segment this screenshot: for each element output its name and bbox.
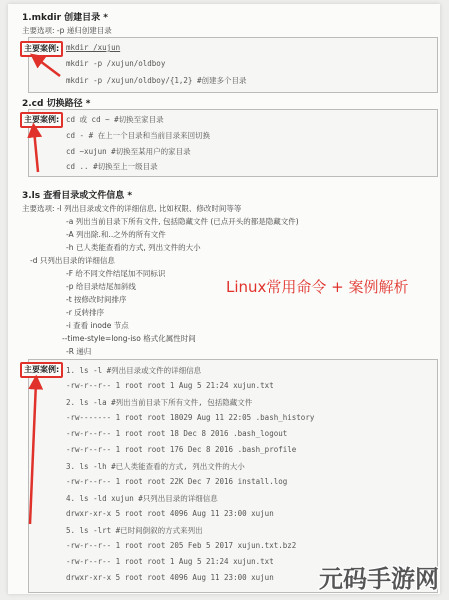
- section1-line-1: mkdir /xujun: [66, 43, 121, 52]
- ls-example-4: 4. ls -ld xujun #只列出目录的详细信息: [66, 494, 218, 503]
- ls-output-2c: -rw-r--r-- 1 root root 176 Dec 8 2016 .bash_profile: [66, 445, 297, 454]
- section3-option-a: -a 列出当前目录下所有文件, 包括隐藏文件 (已点开头的都是隐藏文件): [66, 217, 299, 226]
- section2-line-3: cd ~xujun #切换至某用户的家目录: [66, 147, 191, 156]
- ls-output-5c: drwxr-xr-x 5 root root 4096 Aug 11 23:00 xujun: [66, 573, 274, 582]
- ls-output-5b: -rw-r--r-- 1 root root 1 Aug 5 21:24 xujun.txt: [66, 557, 274, 566]
- section3-option-p: -p 给目录结尾加斜线: [66, 282, 136, 291]
- overlay-title: Linux常用命令 + 案例解析: [226, 278, 409, 296]
- ls-output-1: -rw-r--r-- 1 root root 1 Aug 5 21:24 xujun.txt: [66, 381, 274, 390]
- section3-option-r: -r 反转排序: [66, 308, 105, 317]
- watermark-logo: 元码手游网: [319, 565, 439, 593]
- annotation-arrows: [8, 4, 440, 594]
- section2-badge: 主要案例:: [20, 112, 63, 128]
- section1-heading: 1.mkdir 创建目录 *: [22, 13, 108, 23]
- ls-example-2: 2. ls -la #列出当前目录下所有文件, 包括隐藏文件: [66, 398, 253, 407]
- ls-output-2a: -rw------- 1 root root 18029 Aug 11 22:05 .bash_history: [66, 413, 315, 422]
- section3-option-t: -t 按修改时间排序: [66, 295, 127, 304]
- section1-line-2: mkdir -p /xujun/oldboy: [66, 59, 166, 68]
- section3-option-F: -F 给不同文件结尾加不同标识: [66, 269, 166, 278]
- section3-option-A: -A 列出除.和..之外的所有文件: [66, 230, 166, 239]
- section2-line-1: cd 或 cd ~ #切换至家目录: [66, 115, 164, 124]
- section3-option-l: 主要选项: -l 列出目录或文件的详细信息, 比如权限、修改时间等等: [22, 204, 242, 213]
- section1-options: 主要选项: -p 递归创建目录: [22, 26, 112, 35]
- section3-option-R: -R 递归: [66, 347, 92, 356]
- arrow-2: [34, 130, 38, 172]
- section3-heading: 3.ls 查看目录或文件信息 *: [22, 191, 133, 201]
- ls-output-3: -rw-r--r-- 1 root root 22K Dec 7 2016 install.log: [66, 477, 288, 486]
- section1-badge: 主要案例:: [20, 41, 63, 57]
- section3-option-h: -h 已人类能查看的方式, 列出文件的大小: [66, 243, 201, 252]
- section1-line-3: mkdir -p /xujun/oldboy/{1,2} #创建多个目录: [66, 76, 247, 85]
- ls-output-5a: -rw-r--r-- 1 root root 205 Feb 5 2017 xujun.txt.bz2: [66, 541, 297, 550]
- ls-output-4: drwxr-xr-x 5 root root 4096 Aug 11 23:00 xujun: [66, 509, 274, 518]
- ls-example-1: 1. ls -l #列出目录或文件的详细信息: [66, 366, 202, 375]
- ls-example-3: 3. ls -lh #已人类能查看的方式, 列出文件的大小: [66, 462, 245, 471]
- section3-badge: 主要案例:: [20, 362, 63, 378]
- section3-option-d: -d 只列出目录的详细信息: [30, 256, 115, 265]
- arrow-3: [30, 382, 36, 524]
- arrow-1: [36, 58, 60, 76]
- section2-heading: 2.cd 切换路径 *: [22, 99, 91, 109]
- ls-example-5: 5. ls -lrt #已时间倒叙的方式来列出: [66, 526, 203, 535]
- ls-output-2b: -rw-r--r-- 1 root root 18 Dec 8 2016 .bash_logout: [66, 429, 288, 438]
- section2-line-2: cd - # 在上一个目录和当前目录来回切换: [66, 131, 211, 140]
- section3-option-time-style: --time-style=long-iso 格式化属性时间: [62, 334, 196, 343]
- document-page: [8, 4, 440, 594]
- section2-line-4: cd .. #切换至上一级目录: [66, 162, 158, 171]
- section3-option-i: -i 查看 inode 节点: [66, 321, 129, 330]
